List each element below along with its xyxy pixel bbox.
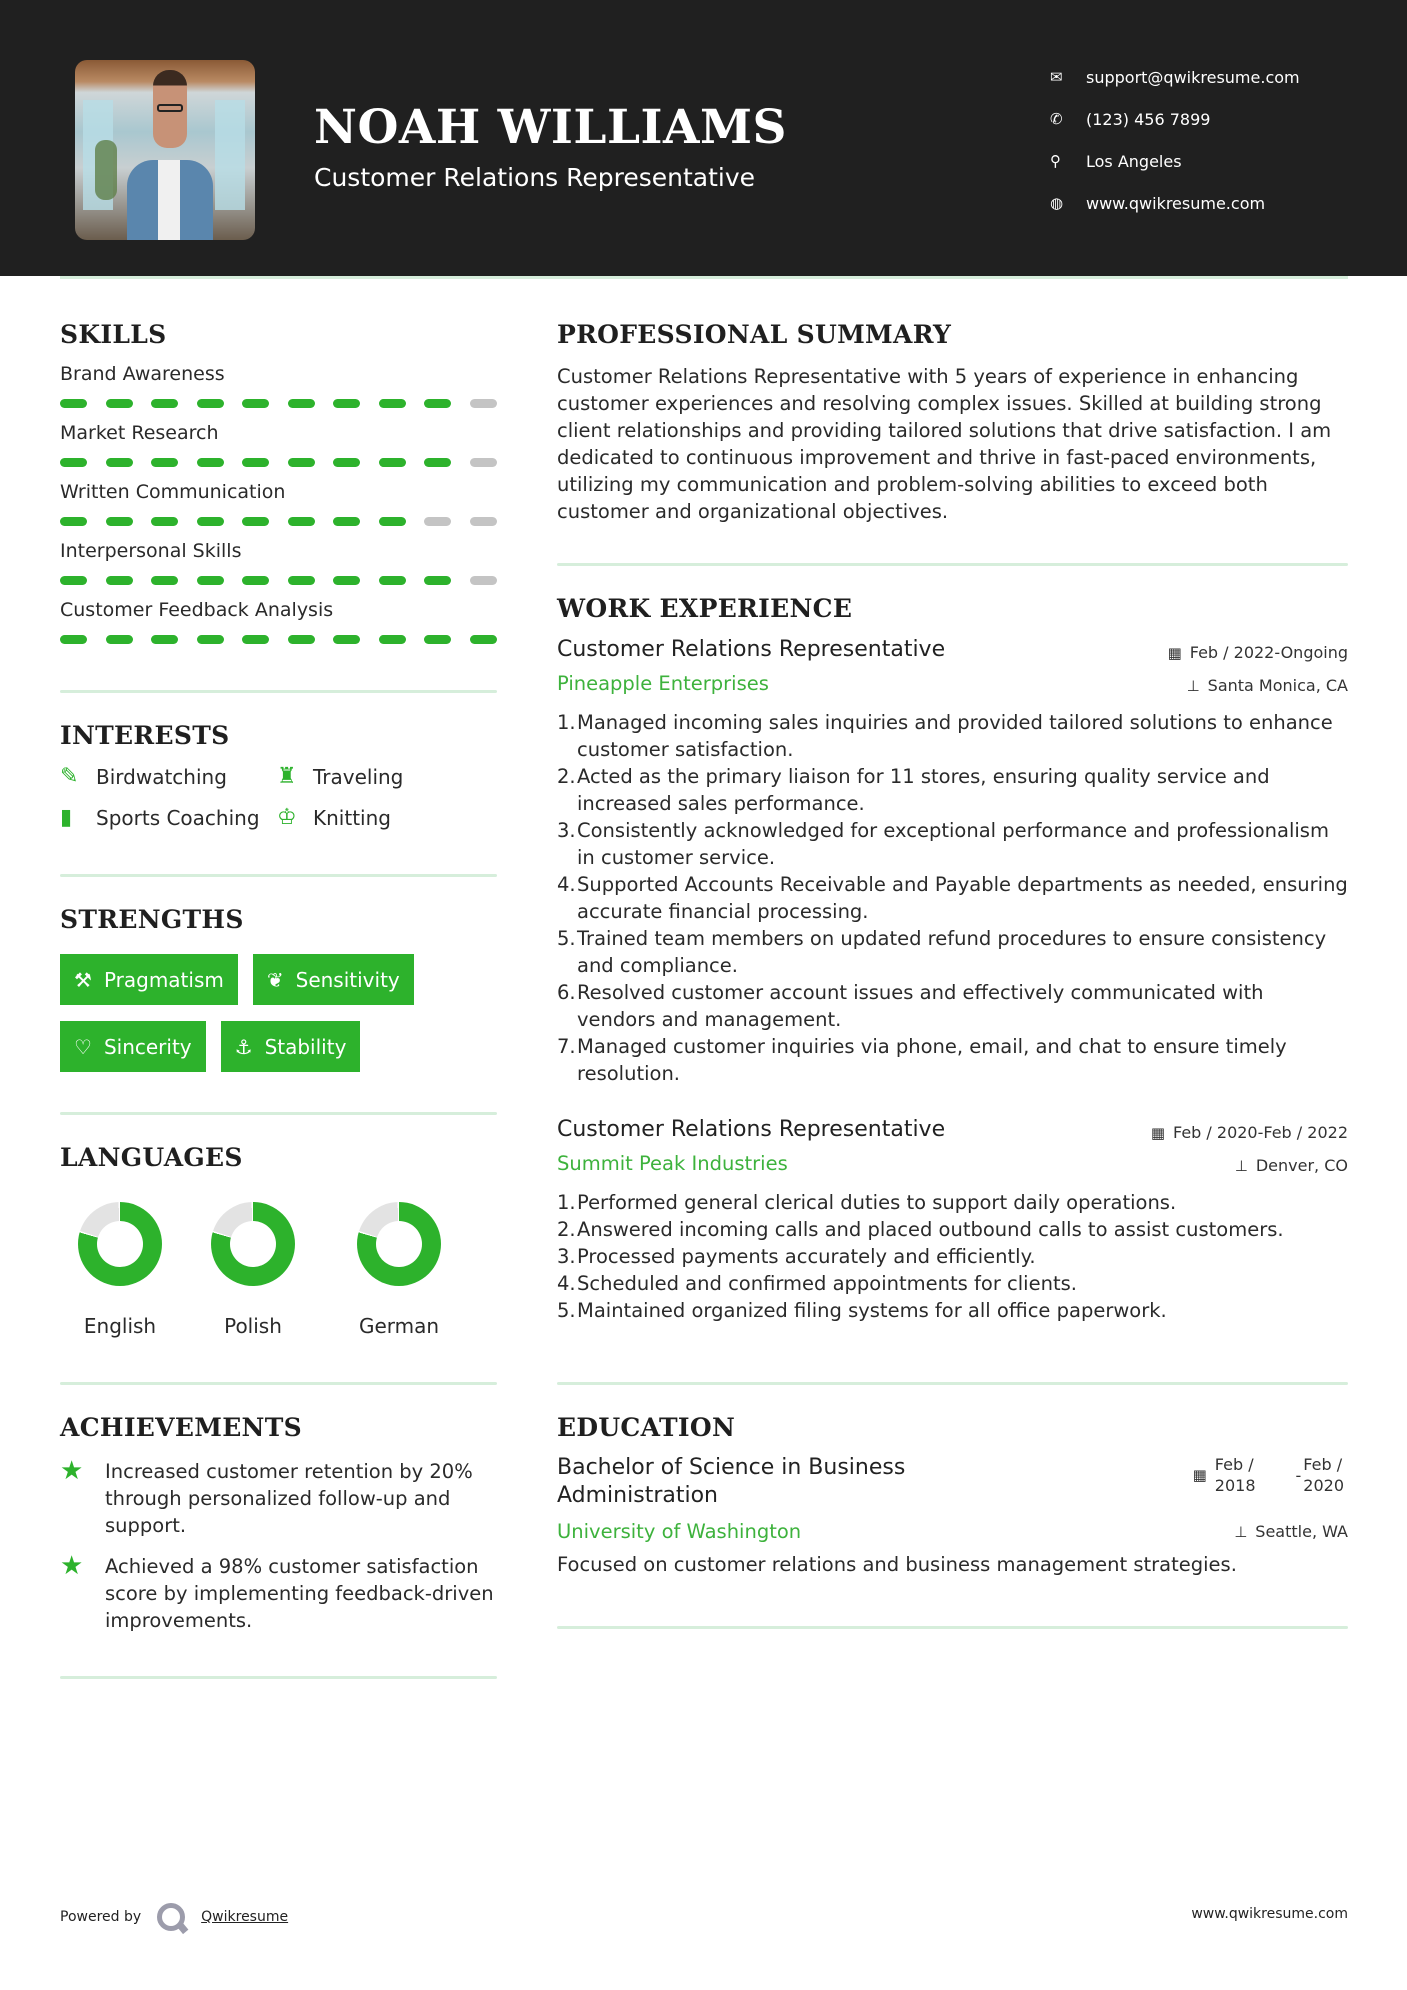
achievements-heading: ACHIEVEMENTS [60, 1413, 302, 1442]
candidate-name: NOAH WILLIAMS [314, 100, 787, 155]
skill-dash-filled [197, 635, 224, 644]
skill-dash-filled [106, 635, 133, 644]
list-number: 3. [557, 1245, 576, 1268]
skill-dash-filled [424, 399, 451, 408]
skill-dash-filled [106, 399, 133, 408]
skill-dash-filled [197, 399, 224, 408]
skill-dash-empty [470, 399, 497, 408]
strength-label: Sensitivity [295, 967, 400, 992]
job-responsibilities [557, 709, 1348, 1087]
contact-location [1050, 140, 1300, 182]
job-entry [557, 637, 1348, 1087]
languages-heading: LANGUAGES [60, 1143, 243, 1172]
section-divider [60, 1676, 497, 1679]
contact-website-text[interactable]: www.qwikresume.com [1086, 193, 1266, 213]
job-entry [557, 1117, 1348, 1324]
interest-item [277, 764, 497, 789]
school-name: University of Washington [557, 1520, 802, 1543]
skill-rating-bar [60, 458, 497, 467]
strength-label: Stability [264, 1034, 347, 1059]
left-column [60, 320, 497, 1679]
job-header [557, 637, 1348, 662]
responsibility-text: Managed customer inquiries via phone, email, and chat to ensure timely resolution. [577, 1035, 1287, 1085]
strength-badge [60, 954, 238, 1005]
list-number: 4. [557, 1272, 576, 1295]
strength-badge [253, 954, 414, 1005]
interest-item [60, 764, 277, 789]
skill-rating-bar [60, 399, 497, 408]
section-divider [557, 563, 1348, 566]
responsibility-item [557, 1033, 1348, 1087]
interest-item [60, 805, 277, 830]
list-number: 5. [557, 1299, 576, 1322]
skill-dash-filled [242, 635, 269, 644]
qwikresume-logo-icon [157, 1903, 185, 1931]
trophy-icon: ♔ [277, 805, 297, 830]
header-divider [60, 276, 1348, 279]
list-number: 1. [557, 1191, 576, 1214]
skill-dash-filled [288, 458, 315, 467]
experience-heading: WORK EXPERIENCE [557, 594, 853, 623]
language-name: English [83, 1314, 157, 1338]
skill-label: Brand Awareness [60, 363, 225, 385]
skill-dash-filled [151, 576, 178, 585]
education-subheader [557, 1520, 1348, 1543]
skill-dash-filled [151, 399, 178, 408]
degree-line-1: Bachelor of Science in Business [557, 1455, 906, 1480]
contact-phone-text[interactable]: (123) 456 7899 [1086, 109, 1211, 129]
calendar-icon: ▦ [1150, 1123, 1165, 1142]
pushpin-icon: ⊥ [1234, 1522, 1248, 1541]
company-name: Pineapple Enterprises [557, 672, 769, 695]
list-number: 2. [557, 765, 576, 788]
responsibility-text: Supported Accounts Receivable and Payable departments as needed, ensuring accurate financial processing. [577, 873, 1348, 923]
skill-dash-filled [379, 458, 406, 467]
education-location [1234, 1522, 1348, 1541]
education-heading: EDUCATION [557, 1413, 736, 1442]
skill-rating-bar [60, 635, 497, 644]
responsibility-text: Trained team members on updated refund procedures to ensure consistency and compliance. [577, 927, 1327, 977]
interests-section [60, 721, 497, 830]
strength-label: Sincerity [103, 1034, 192, 1059]
languages-section [60, 1143, 497, 1338]
skill-dash-empty [424, 517, 451, 526]
skills-list [60, 363, 497, 644]
briefcase-icon: ▮ [60, 805, 73, 830]
section-divider [60, 874, 497, 877]
responsibility-text: Maintained organized filing systems for all office paperwork. [577, 1299, 1167, 1322]
skill-dash-filled [242, 399, 269, 408]
language-proficiency-donut [211, 1202, 295, 1286]
job-title: Customer Relations Representative [557, 1117, 946, 1142]
candidate-title: Customer Relations Representative [314, 163, 756, 192]
summary-heading: PROFESSIONAL SUMMARY [557, 320, 952, 349]
interest-label: Sports Coaching [96, 805, 260, 830]
pushpin-icon: ⊥ [1234, 1156, 1248, 1175]
responsibility-item [557, 709, 1348, 763]
binoculars-icon: ♜ [277, 764, 297, 789]
responsibility-text: Consistently acknowledged for exceptional performance and professionalism in customer service. [577, 819, 1329, 869]
education-date-start: Feb / 2018 [1214, 1455, 1256, 1495]
skill-dash-filled [151, 635, 178, 644]
calendar-icon: ▦ [1192, 1465, 1207, 1484]
skill-dash-filled [242, 517, 269, 526]
language-item [60, 1202, 180, 1338]
responsibility-item [557, 817, 1348, 871]
skill-dash-filled [379, 399, 406, 408]
job-date [1168, 643, 1348, 662]
heart-icon: ♡ [74, 1034, 92, 1059]
education-date-end: Feb / 2020 [1303, 1455, 1344, 1495]
skill-dash-filled [60, 576, 87, 585]
responsibility-item [557, 979, 1348, 1033]
pushpin-icon: ⊥ [1186, 676, 1200, 695]
phone-icon: ✆ [1050, 110, 1063, 128]
contact-website[interactable] [1050, 182, 1300, 224]
skill-label: Customer Feedback Analysis [60, 599, 334, 621]
responsibility-text: Scheduled and confirmed appointments for clients. [577, 1272, 1077, 1295]
language-name: Polish [224, 1314, 282, 1338]
language-proficiency-donut [357, 1202, 441, 1286]
responsibility-item [557, 1270, 1348, 1297]
job-date-text: Feb / 2020-Feb / 2022 [1173, 1123, 1348, 1142]
summary-section [557, 320, 1348, 525]
achievement-item [60, 1553, 497, 1634]
education-description: Focused on customer relations and business management strategies. [557, 1553, 1237, 1576]
skill-dash-filled [288, 576, 315, 585]
skill-rating-bar [60, 517, 497, 526]
skills-section [60, 320, 497, 644]
achievement-text: Achieved a 98% customer satisfaction score by implementing feedback-driven improvements. [105, 1555, 494, 1632]
responsibility-text: Managed incoming sales inquiries and provided tailored solutions to enhance customer satisfaction. [577, 711, 1333, 761]
skill-dash-filled [197, 517, 224, 526]
map-marker-icon: ⚲ [1050, 152, 1061, 170]
education-header [557, 1454, 1348, 1510]
responsibility-text: Answered incoming calls and placed outbound calls to assist customers. [577, 1218, 1284, 1241]
responsibility-item [557, 871, 1348, 925]
calendar-icon: ▦ [1167, 643, 1182, 662]
skill-label: Interpersonal Skills [60, 540, 242, 562]
footer-website[interactable]: www.qwikresume.com [1191, 1906, 1348, 1922]
achievement-text: Increased customer retention by 20% through personalized follow-up and support. [105, 1460, 473, 1537]
skill-dash-filled [424, 576, 451, 585]
job-title: Customer Relations Representative [557, 637, 946, 662]
star-icon: ★ [60, 1456, 84, 1486]
section-divider [60, 1112, 497, 1115]
powered-by-label: Powered by [60, 1909, 142, 1925]
list-number: 2. [557, 1218, 576, 1241]
skill-dash-filled [379, 635, 406, 644]
achievement-item [60, 1458, 497, 1539]
skill-dash-filled [60, 635, 87, 644]
skill-dash-filled [242, 458, 269, 467]
summary-text: Customer Relations Representative with 5 years of experience in enhancing customer experiences and resolving complex issues. Skilled at building strong client relationships and providing tailored solutions that drive satisfaction. I am dedicated to continuous improvement and thrive in fast-paced environments, utilizing my communication and problem-solving abilities to exceed both customer and organizational objectives. [557, 365, 1332, 523]
responsibility-text: Processed payments accurately and efficiently. [577, 1245, 1036, 1268]
date-separator: - [1295, 1465, 1302, 1485]
list-number: 3. [557, 819, 576, 842]
responsibility-text: Acted as the primary liaison for 11 stores, ensuring quality service and increased sales performance. [577, 765, 1270, 815]
section-divider [557, 1626, 1348, 1629]
responsibility-item [557, 1297, 1348, 1324]
language-name: German [358, 1314, 440, 1338]
responsibility-text: Performed general clerical duties to support daily operations. [577, 1191, 1177, 1214]
skill-dash-filled [60, 517, 87, 526]
job-header [557, 1117, 1348, 1142]
skill-dash-filled [333, 399, 360, 408]
edit-icon: ✎ [60, 764, 79, 789]
responsibility-text: Resolved customer account issues and effectively communicated with vendors and management. [577, 981, 1264, 1031]
skill-dash-filled [333, 576, 360, 585]
list-number: 1. [557, 711, 576, 734]
star-icon: ★ [60, 1551, 84, 1581]
list-number: 5. [557, 927, 576, 950]
responsibility-item [557, 925, 1348, 979]
achievements-section [60, 1413, 497, 1634]
list-number: 6. [557, 981, 576, 1004]
skill-dash-filled [106, 458, 133, 467]
profile-photo [75, 60, 255, 240]
strengths-list [60, 954, 497, 1072]
skill-dash-empty [470, 458, 497, 467]
responsibility-item [557, 1189, 1348, 1216]
degree-title [557, 1454, 905, 1510]
job-location-text: Santa Monica, CA [1207, 676, 1348, 695]
responsibility-item [557, 1243, 1348, 1270]
experience-section [557, 594, 1348, 1324]
skill-dash-filled [60, 458, 87, 467]
envelope-icon: ✉ [1050, 68, 1063, 86]
skill-dash-filled [151, 517, 178, 526]
interests-heading: INTERESTS [60, 721, 230, 750]
interest-label: Traveling [313, 764, 404, 789]
responsibility-item [557, 763, 1348, 817]
contact-list [1050, 56, 1300, 224]
skill-dash-filled [151, 458, 178, 467]
skill-rating-bar [60, 576, 497, 585]
gavel-icon: ⚒ [74, 967, 92, 992]
section-divider [557, 1382, 1348, 1385]
footer-powered-by [60, 1903, 288, 1931]
skill-dash-filled [333, 635, 360, 644]
contact-email-text[interactable]: support@qwikresume.com [1086, 67, 1300, 87]
skill-dash-empty [470, 576, 497, 585]
skill-dash-filled [379, 576, 406, 585]
skill-dash-filled [197, 576, 224, 585]
contact-phone[interactable] [1050, 98, 1300, 140]
skill-dash-filled [288, 517, 315, 526]
skill-dash-filled [288, 399, 315, 408]
list-number: 7. [557, 1035, 576, 1058]
photo-person-shirt [158, 160, 180, 240]
skill-dash-filled [379, 517, 406, 526]
photo-background-window [215, 100, 245, 210]
skill-dash-filled [424, 458, 451, 467]
interest-item [277, 805, 497, 830]
section-divider [60, 1382, 497, 1385]
section-divider [60, 690, 497, 693]
job-subheader [557, 672, 1348, 695]
interest-label: Knitting [313, 805, 391, 830]
qwikresume-link[interactable]: Qwikresume [201, 1909, 289, 1925]
education-location-text: Seattle, WA [1255, 1522, 1348, 1541]
education-section [557, 1413, 1348, 1578]
skill-dash-filled [106, 517, 133, 526]
globe-icon: ◍ [1050, 194, 1064, 212]
contact-email[interactable] [1050, 56, 1300, 98]
contact-location-text: Los Angeles [1086, 151, 1182, 171]
language-item [180, 1202, 326, 1338]
interests-list [60, 764, 497, 830]
strength-badge [221, 1021, 361, 1072]
strengths-heading: STRENGTHS [60, 905, 244, 934]
skill-dash-filled [470, 635, 497, 644]
job-location [1235, 1156, 1348, 1175]
right-column [557, 320, 1348, 1629]
skill-dash-empty [470, 517, 497, 526]
photo-person-glasses [157, 104, 183, 112]
skill-label: Market Research [60, 422, 219, 444]
skill-dash-filled [197, 458, 224, 467]
degree-line-2: Administration [557, 1483, 718, 1508]
interest-label: Birdwatching [96, 764, 227, 789]
job-subheader [557, 1152, 1348, 1175]
skill-dash-filled [106, 576, 133, 585]
job-responsibilities [557, 1189, 1348, 1324]
list-number: 4. [557, 873, 576, 896]
company-name: Summit Peak Industries [557, 1152, 788, 1175]
resume-header [0, 0, 1407, 276]
skill-dash-filled [333, 458, 360, 467]
skill-dash-filled [288, 635, 315, 644]
strength-label: Pragmatism [103, 967, 224, 992]
job-location [1187, 676, 1348, 695]
skills-heading: SKILLS [60, 320, 167, 349]
job-location-text: Denver, CO [1255, 1156, 1348, 1175]
skill-dash-filled [242, 576, 269, 585]
responsibility-item [557, 1216, 1348, 1243]
strengths-section [60, 905, 497, 1072]
skill-dash-filled [333, 517, 360, 526]
language-item [326, 1202, 472, 1338]
skill-label: Written Communication [60, 481, 286, 503]
language-proficiency-donut [78, 1202, 162, 1286]
strength-badge [60, 1021, 206, 1072]
leaf-icon: ❦ [266, 967, 284, 992]
job-date-text: Feb / 2022-Ongoing [1189, 643, 1348, 662]
photo-background-plant [95, 140, 117, 200]
education-date [1193, 1454, 1344, 1496]
job-date [1151, 1123, 1348, 1142]
languages-list [60, 1202, 497, 1338]
skill-dash-filled [424, 635, 451, 644]
skill-dash-filled [60, 399, 87, 408]
anchor-icon: ⚓ [234, 1034, 253, 1059]
